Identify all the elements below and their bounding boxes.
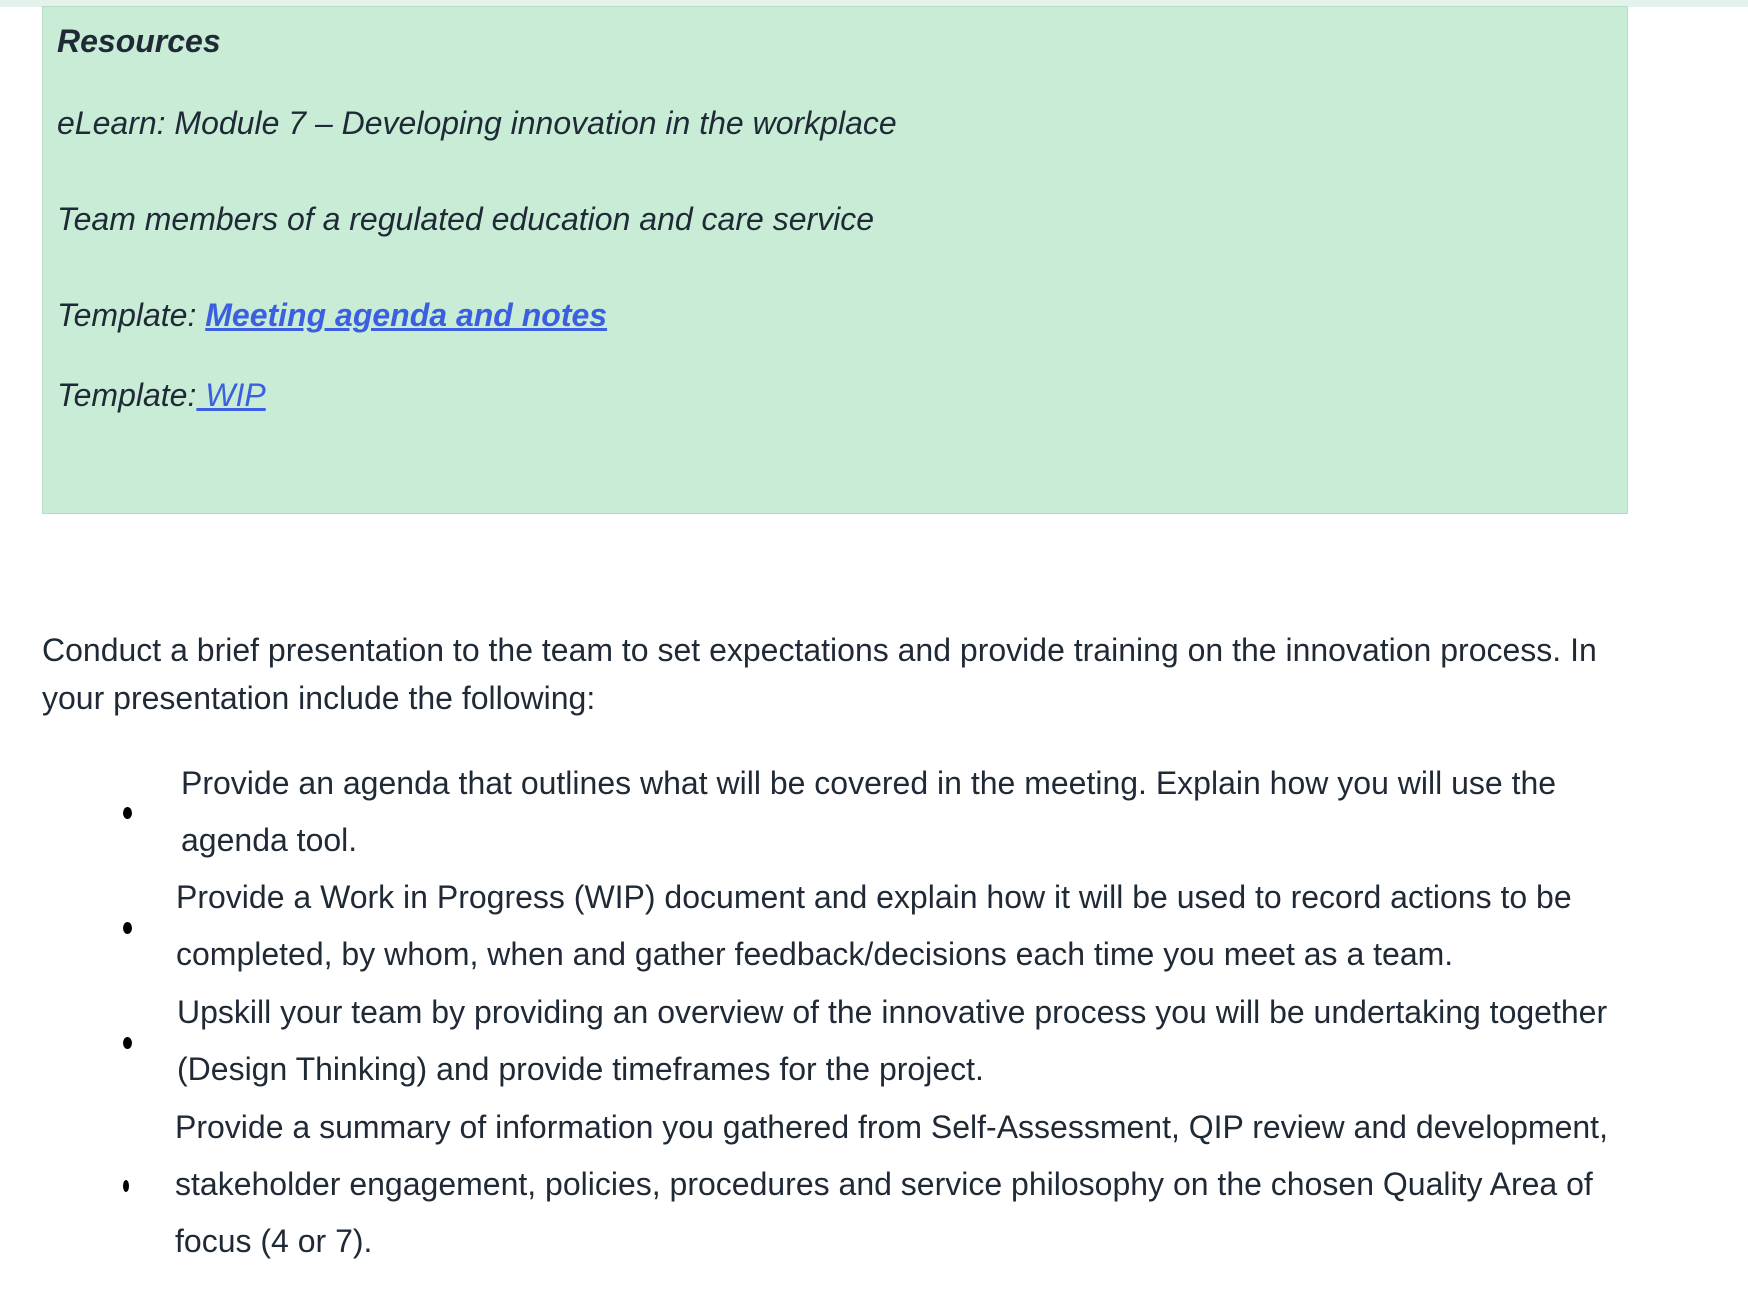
template-wip-row <box>57 375 266 415</box>
list-item-line: stakeholder engagement, policies, procedures and service philosophy on the chosen Quality Area of <box>175 1166 1593 1202</box>
resources-panel <box>42 6 1628 514</box>
meeting-agenda-link[interactable]: Meeting agenda and notes <box>205 297 608 333</box>
list-item <box>177 984 1607 1098</box>
list-item <box>181 755 1556 869</box>
template-agenda-row <box>57 295 607 335</box>
template-agenda-prefix: Template: <box>57 297 206 333</box>
bullet-dot-icon <box>123 1180 129 1192</box>
intro-line-1: Conduct a brief presentation to the team to set expectations and provide training on the innovation process. In <box>42 632 1597 668</box>
bullet-dot-icon <box>123 1037 132 1049</box>
list-item-line: focus (4 or 7). <box>175 1223 373 1259</box>
bullet-dot-icon <box>123 922 132 934</box>
wip-link[interactable]: WIP <box>196 377 266 413</box>
elearn-module-text: eLearn: Module 7 – Developing innovation in the workplace <box>57 105 897 141</box>
list-item-line: Provide a Work in Progress (WIP) document and explain how it will be used to record actions to be <box>176 879 1572 915</box>
list-item-line: Provide a summary of information you gathered from Self-Assessment, QIP review and development, <box>175 1109 1608 1145</box>
resources-heading: Resources <box>57 23 221 59</box>
list-item <box>176 869 1572 983</box>
list-item-line: (Design Thinking) and provide timeframes for the project. <box>177 1051 984 1087</box>
list-item <box>175 1099 1608 1270</box>
list-item-line: Upskill your team by providing an overview of the innovative process you will be undertaking together <box>177 994 1608 1030</box>
list-item-line: agenda tool. <box>181 822 358 858</box>
list-item-line: Provide an agenda that outlines what will be covered in the meeting. Explain how you will use the <box>181 765 1557 801</box>
template-wip-prefix: Template: <box>57 377 197 413</box>
list-item-line: completed, by whom, when and gather feedback/decisions each time you meet as a team. <box>176 936 1454 972</box>
team-members-text: Team members of a regulated education and care service <box>57 201 875 237</box>
intro-paragraph <box>42 626 1642 722</box>
bullet-dot-icon <box>123 807 132 819</box>
intro-line-2: your presentation include the following: <box>42 680 596 716</box>
